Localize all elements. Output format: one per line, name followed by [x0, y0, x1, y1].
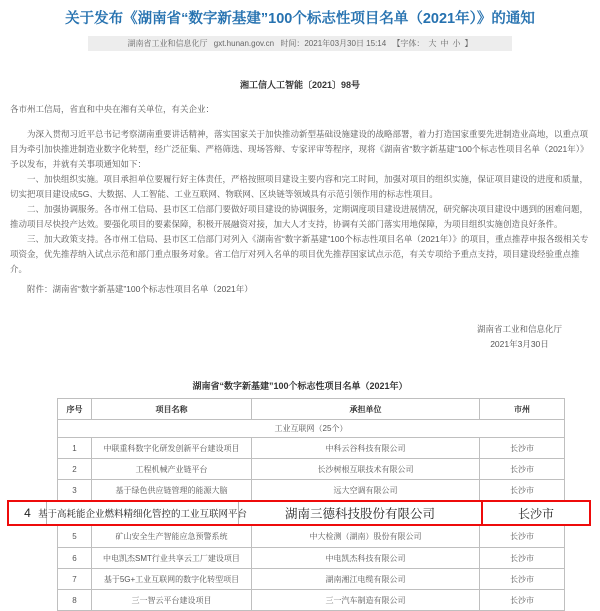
cell-name: 中联重科数字化研发创新平台建设项目	[91, 438, 251, 458]
cell-name: 基于绿色供应链管理的能源大脑	[91, 480, 251, 500]
header-cell-name: 项目名称	[91, 399, 251, 419]
doc-number: 湘工信人工智能〔2021〕98号	[239, 80, 361, 90]
cell-city: 长沙市	[481, 502, 589, 524]
table-row	[58, 437, 564, 458]
page-title: 关于发布《湖南省“数字新基建”100个标志性项目名单（2021年）》的通知	[65, 11, 535, 27]
publish-time: 时间：2021年03月30日 15:14	[280, 39, 387, 48]
table-row	[58, 458, 564, 479]
table-row	[58, 526, 564, 547]
cell-no: 4	[24, 506, 31, 520]
cell-city: 长沙市	[479, 569, 564, 589]
cell-no: 1	[72, 443, 77, 453]
cell-city: 长沙市	[479, 590, 564, 610]
notice-paragraph-4: 三、加大政策支持。各市州工信局、县市区工信部门对列入《湖南省“数字新基建”100个标志性项目名单（2021年）》的项目，重点推荐申报各级相关专项资金，优先推荐纳入试点示范和部门重点服务对象。省工信厅对列入名单的项目优先推荐国家试点示范，有关专项给予重点支持，项目建设经验重点推介。	[10, 234, 589, 274]
cell-city: 长沙市	[479, 526, 564, 547]
cell-city: 长沙市	[479, 548, 564, 568]
site-url: gxt.hunan.gov.cn	[213, 39, 275, 48]
font-size-label: 【字体：	[392, 39, 425, 48]
cell-city: 长沙市	[479, 480, 564, 500]
font-size-small[interactable]: 小	[452, 39, 461, 48]
cell-no: 5	[72, 532, 77, 541]
notice-paragraph-2: 一、加快组织实施。项目承担单位要履行好主体责任，严格按照项目建设主要内容和完工时间，加强对项目的组织实施，保证项目建设的进度和质量，切实把项目建设成5G、大数据、人工智能、工业互联网、物联网、区块链等领域具有示范引领作用的标志性项目。	[10, 174, 589, 199]
header-cell-org: 承担单位	[251, 399, 479, 419]
source-name: 湖南省工业和信息化厅	[127, 39, 208, 48]
table-header-row	[58, 399, 564, 419]
cell-name: 中电凯杰SMT行业共享云工厂建设项目	[91, 548, 251, 568]
cell-name: 矿山安全生产智能应急预警系统	[91, 526, 251, 547]
signature-department: 湖南省工业和信息化厅	[476, 324, 562, 334]
attachment-line: 附件：湖南省“数字新基建”100个标志性项目名单（2021年）	[27, 284, 253, 294]
table-title: 湖南省“数字新基建”100个标志性项目名单（2021年）	[192, 381, 408, 391]
cell-name: 三一智云平台建设项目	[91, 590, 251, 610]
cell-no: 8	[72, 595, 77, 605]
cell-name: 基于5G+工业互联网的数字化转型项目	[91, 569, 251, 589]
cell-org: 三一汽车制造有限公司	[251, 590, 479, 610]
table-row	[58, 589, 564, 610]
table-row	[58, 568, 564, 589]
font-size-label-close: 】	[464, 39, 473, 48]
cell-name: 工程机械产业链平台	[91, 459, 251, 479]
font-size-medium[interactable]: 中	[440, 39, 449, 48]
cell-no: 7	[72, 574, 77, 584]
cell-org: 湖南湘江电缆有限公司	[251, 569, 479, 589]
notice-body	[10, 102, 590, 297]
font-size-large[interactable]: 大	[428, 39, 437, 48]
notice-paragraph-3: 二、加强协调服务。各市州工信局、县市区工信部门要做好项目建设的协调服务，定期调度项目建设进展情况，研究解决项目建设中遇到的困难问题，推动项目尽快投产达效。要强化项目的要素保障，积极开展融资对接，加大人才支持，协调有关部门落实用地保障，为项目组织实施创造良好条件。	[10, 204, 589, 229]
section-row	[58, 419, 564, 437]
cell-org: 中大检测（湖南）股份有限公司	[251, 526, 479, 547]
table-row	[58, 547, 564, 568]
cell-org: 远大空调有限公司	[251, 480, 479, 500]
cell-org: 长沙树根互联技术有限公司	[251, 459, 479, 479]
header-cell-no: 序号	[66, 404, 83, 414]
cell-city: 长沙市	[479, 459, 564, 479]
cell-no: 3	[72, 485, 77, 495]
cell-org: 中科云谷科技有限公司	[251, 438, 479, 458]
notice-paragraph-1: 为深入贯彻习近平总书记考察湖南重要讲话精神，落实国家关于加快推动新型基础设施建设的战略部署，着力打造国家重要先进制造业高地，以重点项目为牵引加快推进制造业数字化转型，经广泛征集、严格筛选、现场答辩、专家评审等程序，现将《湖南省“数字新基建”100个标志性项目名单（2021年）》予以发布，并就有关事项通知如下：	[10, 129, 589, 169]
signature-block	[0, 322, 562, 352]
header-cell-city: 市州	[479, 399, 564, 419]
highlighted-table-row	[7, 500, 591, 526]
cell-no: 6	[72, 553, 77, 563]
cell-name: 基于高耗能企业燃料精细化管控的工业互联网平台	[46, 502, 238, 524]
projects-table	[24, 398, 565, 611]
cell-org: 中电凯杰科技有限公司	[251, 548, 479, 568]
table-row	[58, 479, 564, 500]
meta-bar	[88, 36, 512, 51]
section-label: 工业互联网（25个）	[274, 424, 348, 433]
cell-city: 长沙市	[479, 438, 564, 458]
salutation: 各市州工信局，省直和中央在湘有关单位，有关企业：	[10, 104, 215, 114]
cell-org: 湖南三德科技股份有限公司	[238, 502, 481, 524]
cell-no: 2	[72, 464, 77, 474]
signature-date: 2021年3月30日	[490, 339, 549, 349]
